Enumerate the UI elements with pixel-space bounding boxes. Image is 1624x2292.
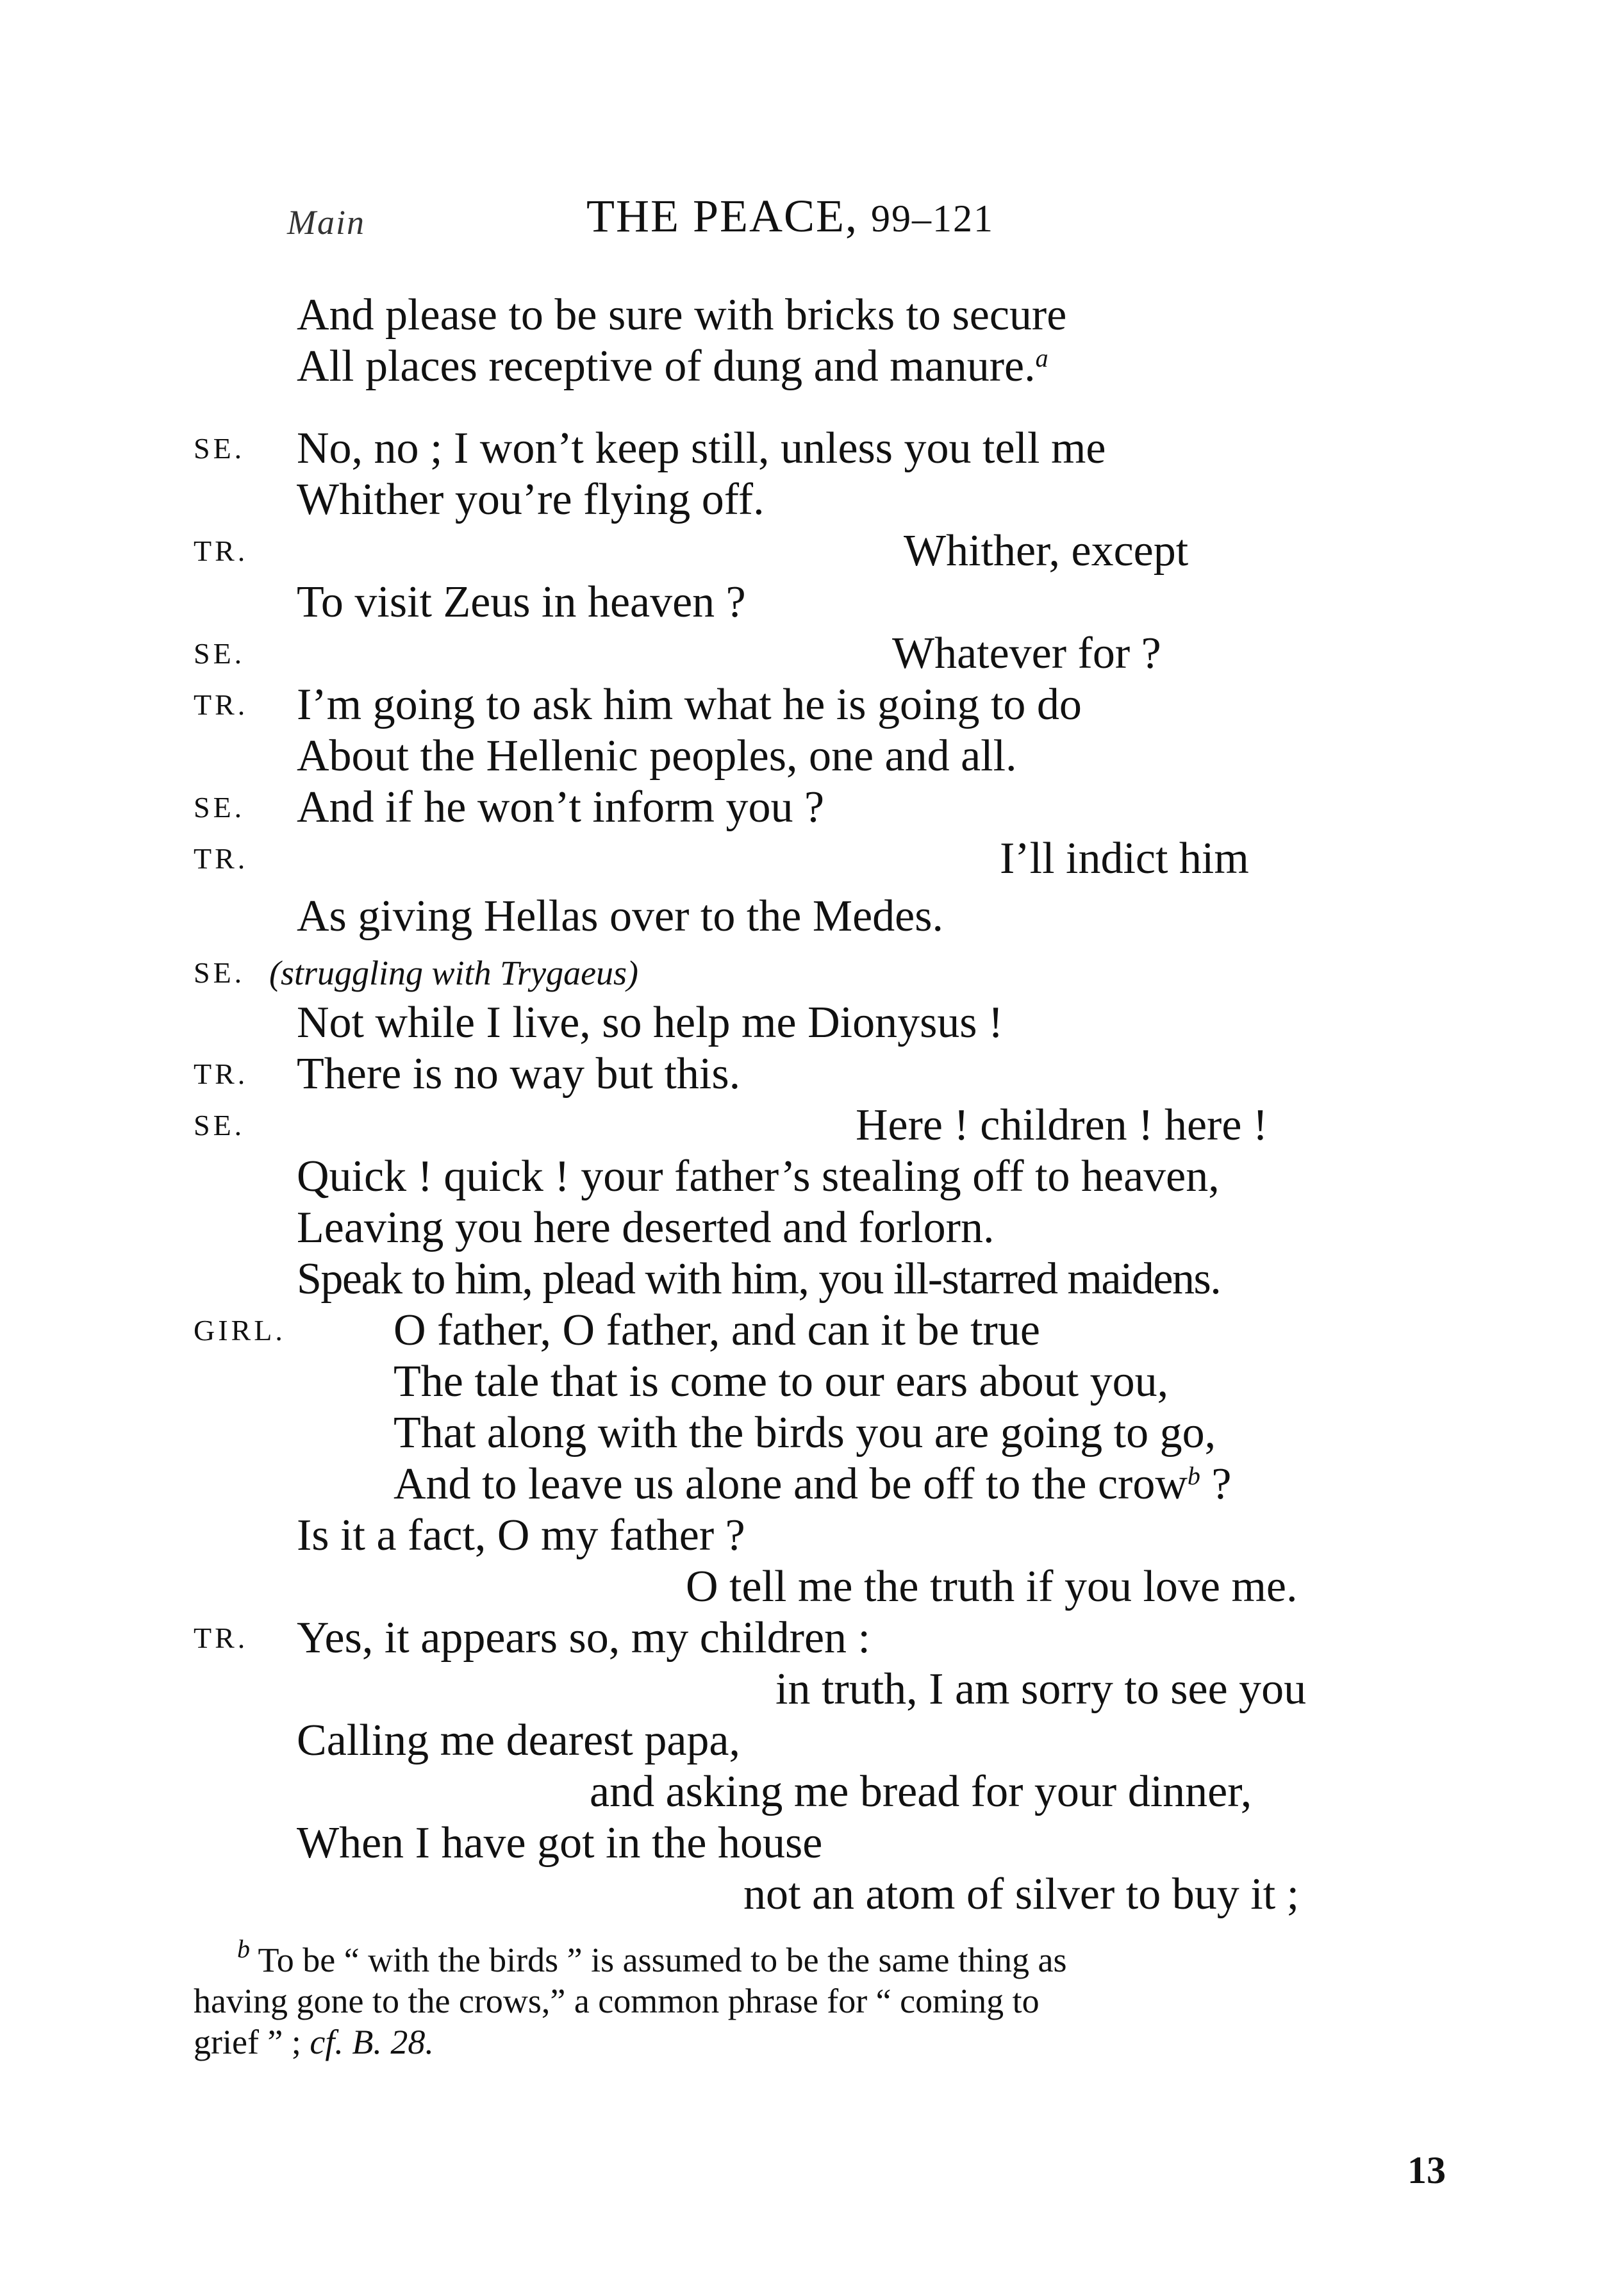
verse-line: I’ll indict him <box>1000 834 1249 883</box>
speaker-label: SE. <box>194 791 245 824</box>
library-shelfmark: Main <box>287 203 365 242</box>
verse-line: Calling me dearest papa, <box>297 1716 740 1765</box>
speaker-label: TR. <box>194 535 249 567</box>
verse-line: All places receptive of dung and manure.$^a$ <box>297 342 1048 391</box>
verse-line: Not while I live, so help me Dionysus ! <box>297 998 1004 1047</box>
verse-line: O tell me the truth if you love me. <box>686 1562 1298 1611</box>
speaker-label: SE. <box>194 637 245 670</box>
footnote-ref: b <box>1187 1461 1200 1490</box>
play-title: THE PEACE, <box>586 190 858 242</box>
speaker-label: GIRL. <box>194 1314 286 1347</box>
line-range: 99–121 <box>870 197 994 240</box>
speaker-label: TR. <box>194 688 249 721</box>
stage-direction: (struggling with Trygaeus) <box>269 954 639 992</box>
verse-line: Whither, except <box>904 526 1189 576</box>
verse-line: Leaving you here deserted and forlorn. <box>297 1203 995 1252</box>
verse-line: and asking me bread for your dinner, <box>590 1767 1252 1816</box>
verse-line: That along with the birds you are going to go, <box>394 1408 1216 1457</box>
verse-line: Quick ! quick ! your father’s stealing off to heaven, <box>297 1152 1220 1201</box>
speaker-label: SE. <box>194 432 245 465</box>
running-header <box>0 190 1624 247</box>
verse-line: Whatever for ? <box>892 629 1161 678</box>
verse-line: O father, O father, and can it be true <box>394 1306 1040 1355</box>
speaker-label: SE. <box>194 956 245 989</box>
verse-line: As giving Hellas over to the Medes. <box>297 892 943 941</box>
speaker-label: TR. <box>194 842 249 875</box>
verse-line: Speak to him, plead with him, you ill-starred maidens. <box>297 1254 1221 1304</box>
verse-line: No, no ; I won’t keep still, unless you tell me <box>297 424 1106 473</box>
verse-line: Whither you’re flying off. <box>297 475 765 524</box>
verse-line: Here ! children ! here ! <box>856 1100 1268 1150</box>
verse-line: I’m going to ask him what he is going to do <box>297 680 1082 729</box>
speaker-label: SE. <box>194 1109 245 1142</box>
verse-line: And to leave us alone and be off to the crow$^b$ ? <box>394 1459 1232 1509</box>
footnote-ref: a <box>1035 344 1048 372</box>
speaker-label: TR. <box>194 1622 249 1654</box>
footnote-line: $^b$ To be “ with the birds ” is assumed to be the same thing as <box>237 1934 1067 1979</box>
verse-line: And if he won’t inform you ? <box>297 783 825 832</box>
verse-line: The tale that is come to our ears about you, <box>394 1357 1169 1406</box>
running-title <box>586 190 994 243</box>
verse-line: About the Hellenic peoples, one and all. <box>297 731 1017 781</box>
verse-line: To visit Zeus in heaven ? <box>297 577 746 627</box>
verse-line: When I have got in the house <box>297 1818 823 1868</box>
footnote-line: having gone to the crows,” a common phrase for “ coming to <box>194 1982 1040 2020</box>
verse-line: And please to be sure with bricks to secure <box>297 290 1067 340</box>
footnote-marker: b <box>237 1934 250 1963</box>
verse-line: There is no way but this. <box>297 1049 741 1099</box>
verse-line: not an atom of silver to buy it ; <box>743 1870 1300 1919</box>
footnote-line: grief ” ; cf. B. 28. <box>194 2023 434 2061</box>
verse-line: Is it a fact, O my father ? <box>297 1511 745 1560</box>
speaker-label: TR. <box>194 1058 249 1090</box>
page-number: 13 <box>1407 2149 1446 2191</box>
verse-line: Yes, it appears so, my children : <box>297 1613 870 1663</box>
verse-line: in truth, I am sorry to see you <box>775 1665 1307 1714</box>
